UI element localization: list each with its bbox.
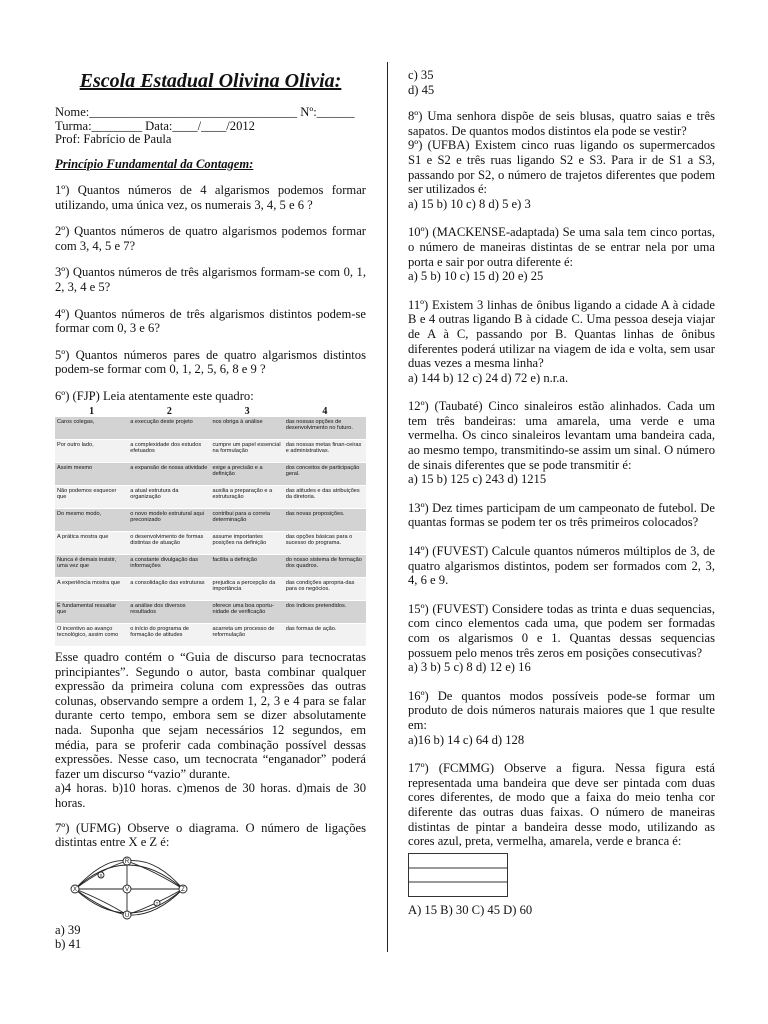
table-row xyxy=(55,601,366,624)
node-label: S xyxy=(99,872,103,878)
node-label: X xyxy=(72,886,78,893)
question-12: 12º) (Taubaté) Cinco sinaleiros estão alinhados. Cada um tem três bandeiras: uma amarela, uma verde e uma vermelha. Os cinco sinaleiros levantam uma bandeira cada, ao mesmo tempo, transmitindo-se assim um sinal. O número de sinais diferentes que se pode transmitir é: xyxy=(408,399,715,472)
table-cell: dos conceitos de participação geral. xyxy=(284,463,366,486)
table-cell: o desenvolvimento de formas distintas de atuação xyxy=(128,532,210,555)
table-row xyxy=(55,509,366,532)
column-divider xyxy=(387,62,388,952)
table-cell: Do mesmo modo, xyxy=(55,509,128,532)
table-cell: dos índices pretendidos. xyxy=(284,601,366,624)
question-17-options: A) 15 B) 30 C) 45 D) 60 xyxy=(408,902,533,917)
table-cell: exige a precisão e a definição xyxy=(210,463,283,486)
node-label: U xyxy=(124,912,130,919)
table-cell: Assim mesmo xyxy=(55,463,128,486)
question-9-options: a) 15 b) 10 c) 8 d) 5 e) 3 xyxy=(408,196,531,211)
node-label: V xyxy=(124,886,130,893)
table-header-4: 4 xyxy=(322,405,328,417)
table-cell: a atual estrutura da organização xyxy=(128,486,210,509)
table-cell: facilita a definição xyxy=(210,555,283,578)
table-cell: contribui para a correta determinação xyxy=(210,509,283,532)
flag-figure xyxy=(408,853,508,897)
table-row xyxy=(55,486,366,509)
question-1: 1º) Quantos números de 4 algarismos podemos formar utilizando, uma única vez, os numerais 3, 4, 5 e 6 ? xyxy=(55,183,366,212)
table-cell: assume importantes posições na definição xyxy=(210,532,283,555)
question-10: 10º) (MACKENSE-adaptada) Se uma sala tem cinco portas, o número de maneiras distintas de se entrar nela por uma porta e sair por outra diferente é: xyxy=(408,225,715,269)
question-7: 7º) (UFMG) Observe o diagrama. O número de ligações distintas entre X e Z é: xyxy=(55,820,366,850)
right-column xyxy=(408,62,715,927)
name-field: Nome:_________________________________ Nº:______ xyxy=(55,105,355,119)
table-cell: a consolidação das estruturas xyxy=(128,578,210,601)
node-label: Z xyxy=(181,886,185,893)
question-12-options: a) 15 b) 125 c) 243 d) 1215 xyxy=(408,472,547,487)
table-cell: das opções básicas para o sucesso do programa. xyxy=(284,532,366,555)
page-title: Escola Estadual Olivina Olivia: xyxy=(79,70,342,92)
question-16: 16º) De quantos modos possíveis pode-se formar um produto de dois números naturais maiores que 1 que resulte em: xyxy=(408,688,715,732)
option-d: d) 45 xyxy=(408,82,435,97)
table-cell: A experiência mostra que xyxy=(55,578,128,601)
table-cell: O incentivo ao avanço tecnológico, assim como xyxy=(55,624,128,647)
question-3: 3º) Quantos números de três algarismos formam-se com 0, 1, 2, 3, 4 e 5? xyxy=(55,265,366,295)
table-cell: cumpre um papel essencial na formulação xyxy=(210,440,283,463)
table-cell: a constante divulgação das informações xyxy=(128,555,210,578)
table-cell: acarreta um processo de reformulação xyxy=(210,624,283,647)
table-cell: Não podemos esquecer que xyxy=(55,486,128,509)
option-c: c) 35 xyxy=(408,68,434,82)
table-cell: É fundamental ressaltar que xyxy=(55,601,128,624)
left-column xyxy=(55,62,366,952)
question-6-intro: 6º) (FJP) Leia atentamente este quadro: xyxy=(55,389,254,404)
table-row xyxy=(55,555,366,578)
table-cell: A prática mostra que xyxy=(55,532,128,555)
question-11: 11º) Existem 3 linhas de ônibus ligando a cidade A à cidade B e 4 outras ligando B à cidade C. Uma pessoa deseja viajar de A à C, passando por B. Quantas linhas de ônibus diferentes poderá utilizar na viagem de ida e volta, sem usar duas vezes a mesma linha? xyxy=(408,297,715,371)
question-6-options: a)4 horas. b)10 horas. c)menos de 30 horas. d)mais de 30 horas. xyxy=(55,781,366,810)
question-10-options: a) 5 b) 10 c) 15 d) 20 e) 25 xyxy=(408,269,544,284)
question-17: 17º) (FCMMG) Observe a figura. Nessa figura está representada uma bandeira que deve ser pintada com duas cores diferentes, de modo que a faixa do meio tenha cor diferente das outras duas faixas. O número de maneiras distintas de pintar a bandeira desse modo, utilizando as cores azul, preta, vermelha, amarela, verde e branca é: xyxy=(408,761,715,849)
question-13: 13º) Dez times participam de um campeonato de futebol. De quantas formas se podem ter os três primeiros colocados? xyxy=(408,500,715,530)
node-label: R xyxy=(124,858,130,865)
table-header-3: 3 xyxy=(244,405,250,417)
option-a: a) 39 xyxy=(55,922,81,937)
connection-diagram xyxy=(65,853,195,921)
teacher-name: Prof: Fabrício de Paula xyxy=(55,132,172,146)
table-cell: das nossas metas finan-ceiras e administrativas. xyxy=(284,440,366,463)
question-8: 8º) Uma senhora dispõe de seis blusas, quatro saias e três sapatos. De quantos modos distintos ela pode se vestir? xyxy=(408,109,715,138)
class-date-field: Turma:________ Data:____/____/2012 xyxy=(55,118,255,133)
question-6-text: Esse quadro contém o “Guia de discurso para tecnocratas principiantes”. Segundo o autor, basta combinar qualquer expressão da primeira coluna com expressões das outras colunas, observando sempre a ordem 1, 2, 3 e 4 para se falar durante certo tempo, embora sem se dizer absolutamente nada. Suponha que sejam necessários 12 segundos, em média, para se proferir cada combinação possível dessas expressões. Nesse caso, um tecnocrata “enganador” poderá fazer um discurso “vazio” durante. xyxy=(55,650,366,781)
table-cell: a execução deste projeto xyxy=(128,417,210,440)
table-cell: o novo modelo estrutural aqui preconizado xyxy=(128,509,210,532)
node-label: T xyxy=(155,900,159,906)
table-cell: nos obriga à análise xyxy=(210,417,283,440)
question-16-options: a)16 b) 14 c) 64 d) 128 xyxy=(408,732,525,747)
table-cell: a expansão de nossa atividade xyxy=(128,463,210,486)
table-cell: do nosso sistema de formação dos quadros. xyxy=(284,555,366,578)
table-cell: das formas de ação. xyxy=(284,624,366,647)
table-row xyxy=(55,417,366,440)
table-cell: oferece uma boa oportu-nidade de verificação xyxy=(210,601,283,624)
table-row xyxy=(55,624,366,647)
question-11-options: a) 144 b) 12 c) 24 d) 72 e) n.r.a. xyxy=(408,370,569,385)
table-header-1: 1 xyxy=(89,405,95,417)
table-row xyxy=(55,578,366,601)
question-4: 4º) Quantos números de três algarismos distintos podem-se formar com 0, 3 e 6? xyxy=(55,306,366,336)
table-cell: Caros colegas, xyxy=(55,417,128,440)
table-cell: das atitudes e das atribuições da diretoria. xyxy=(284,486,366,509)
question-9: 9º) (UFBA) Existem cinco ruas ligando os supermercados S1 e S2 e três ruas ligando S2 e S3. Para ir de S1 a S3, passando por S2, o número de trajetos diferentes que podem ser utilizados é: xyxy=(408,138,715,197)
table-row xyxy=(55,532,366,555)
table-row xyxy=(55,463,366,486)
section-title: Princípio Fundamental da Contagem: xyxy=(55,156,254,171)
question-14: 14º) (FUVEST) Calcule quantos números múltiplos de 3, de quatro algarismos distintos, podem ser formados com 2, 3, 4, 6 e 9. xyxy=(408,544,715,588)
option-b: b) 41 xyxy=(55,937,82,952)
table-cell: a análise dos diversos resultados xyxy=(128,601,210,624)
table-cell: prejudica a percepção da importância xyxy=(210,578,283,601)
table-row xyxy=(55,440,366,463)
table-cell: Por outro lado, xyxy=(55,440,128,463)
student-header xyxy=(55,106,366,147)
question-15: 15º) (FUVEST) Considere todas as trinta e duas sequencias, com cinco elementos cada uma, que podem ser formadas com os algarismos 0 e 1. Quantas dessas sequencias possuem pelo menos três zeros em posições consecutivas? xyxy=(408,601,715,660)
question-2: 2º) Quantos números de quatro algarismos podemos formar com 3, 4, 5 e 7? xyxy=(55,224,366,253)
table-cell: a complexidade dos estudos efetuados xyxy=(128,440,210,463)
table-cell: Nunca é demais insistir, uma vez que xyxy=(55,555,128,578)
table-cell: auxilia a preparação e a estruturação xyxy=(210,486,283,509)
question-5: 5º) Quantos números pares de quatro algarismos distintos podem-se formar com 0, 1, 2, 5, 6, 8 e 9 ? xyxy=(55,347,366,377)
discourse-table xyxy=(55,405,366,646)
table-cell: das condições apropria-das para os negócios. xyxy=(284,578,366,601)
question-15-options: a) 3 b) 5 c) 8 d) 12 e) 16 xyxy=(408,660,531,675)
table-cell: das novas proposições. xyxy=(284,509,366,532)
table-cell: das nossas opções de desenvolvimento no futuro. xyxy=(284,417,366,440)
table-cell: o início do programa de formação de atitudes xyxy=(128,624,210,647)
table-body xyxy=(55,417,366,647)
table-header-2: 2 xyxy=(166,405,172,417)
